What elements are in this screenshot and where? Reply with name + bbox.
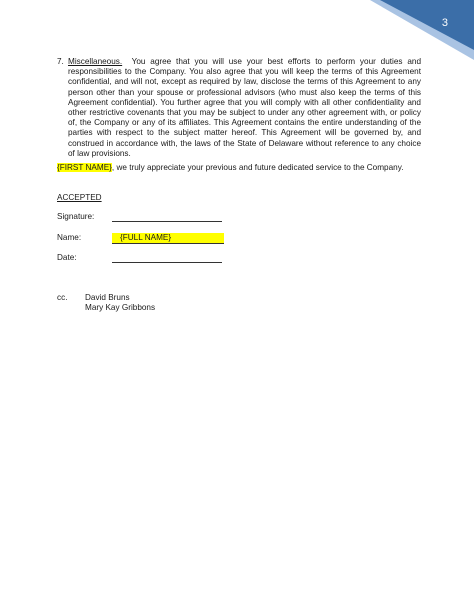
accepted-heading: ACCEPTED	[57, 193, 102, 202]
date-line	[112, 262, 222, 263]
cc-names	[85, 293, 155, 313]
section-text: You agree that you will use your best efforts to perform your duties and responsibilities to the Company. You also agree that you will keep the terms of this Agreement confidential, and will not, except as required by law, disclose the terms of this Agreement to any person other than your spouse or professional advisors (who must also keep the terms of this Agreement confidential). You further agree that you will comply with all other confidentiality and other restrictive covenants that you may be subject to under any other agreement with, or policy of, the Company or any of its affiliates. This Agreement contains the entire understanding of the parties with respect to the subject matter hereof. This Agreement will be governed by, and construed in accordance with, the laws of the State of Delaware without reference to any choice of law provisions.	[68, 57, 421, 158]
closing-text: , we truly appreciate your previous and future dedicated service to the Company.	[111, 163, 404, 172]
name-field	[112, 233, 224, 244]
section-miscellaneous	[57, 57, 421, 159]
signature-line	[112, 221, 222, 222]
page-corner-decoration	[370, 0, 474, 60]
cc-name: Mary Kay Gribbons	[85, 303, 156, 312]
section-number: 7.	[57, 57, 64, 66]
closing-sentence	[57, 163, 437, 173]
section-heading: Miscellaneous.	[68, 57, 123, 66]
cc-label: cc.	[57, 293, 68, 302]
name-label: Name:	[57, 233, 82, 242]
first-name-placeholder: {FIRST NAME}	[57, 163, 112, 172]
signature-label: Signature:	[57, 212, 95, 221]
section-body	[68, 57, 421, 159]
cc-name: David Bruns	[85, 293, 130, 302]
date-label: Date:	[57, 253, 77, 262]
full-name-placeholder: {FULL NAME}	[120, 233, 172, 242]
page-number: 3	[441, 17, 448, 29]
